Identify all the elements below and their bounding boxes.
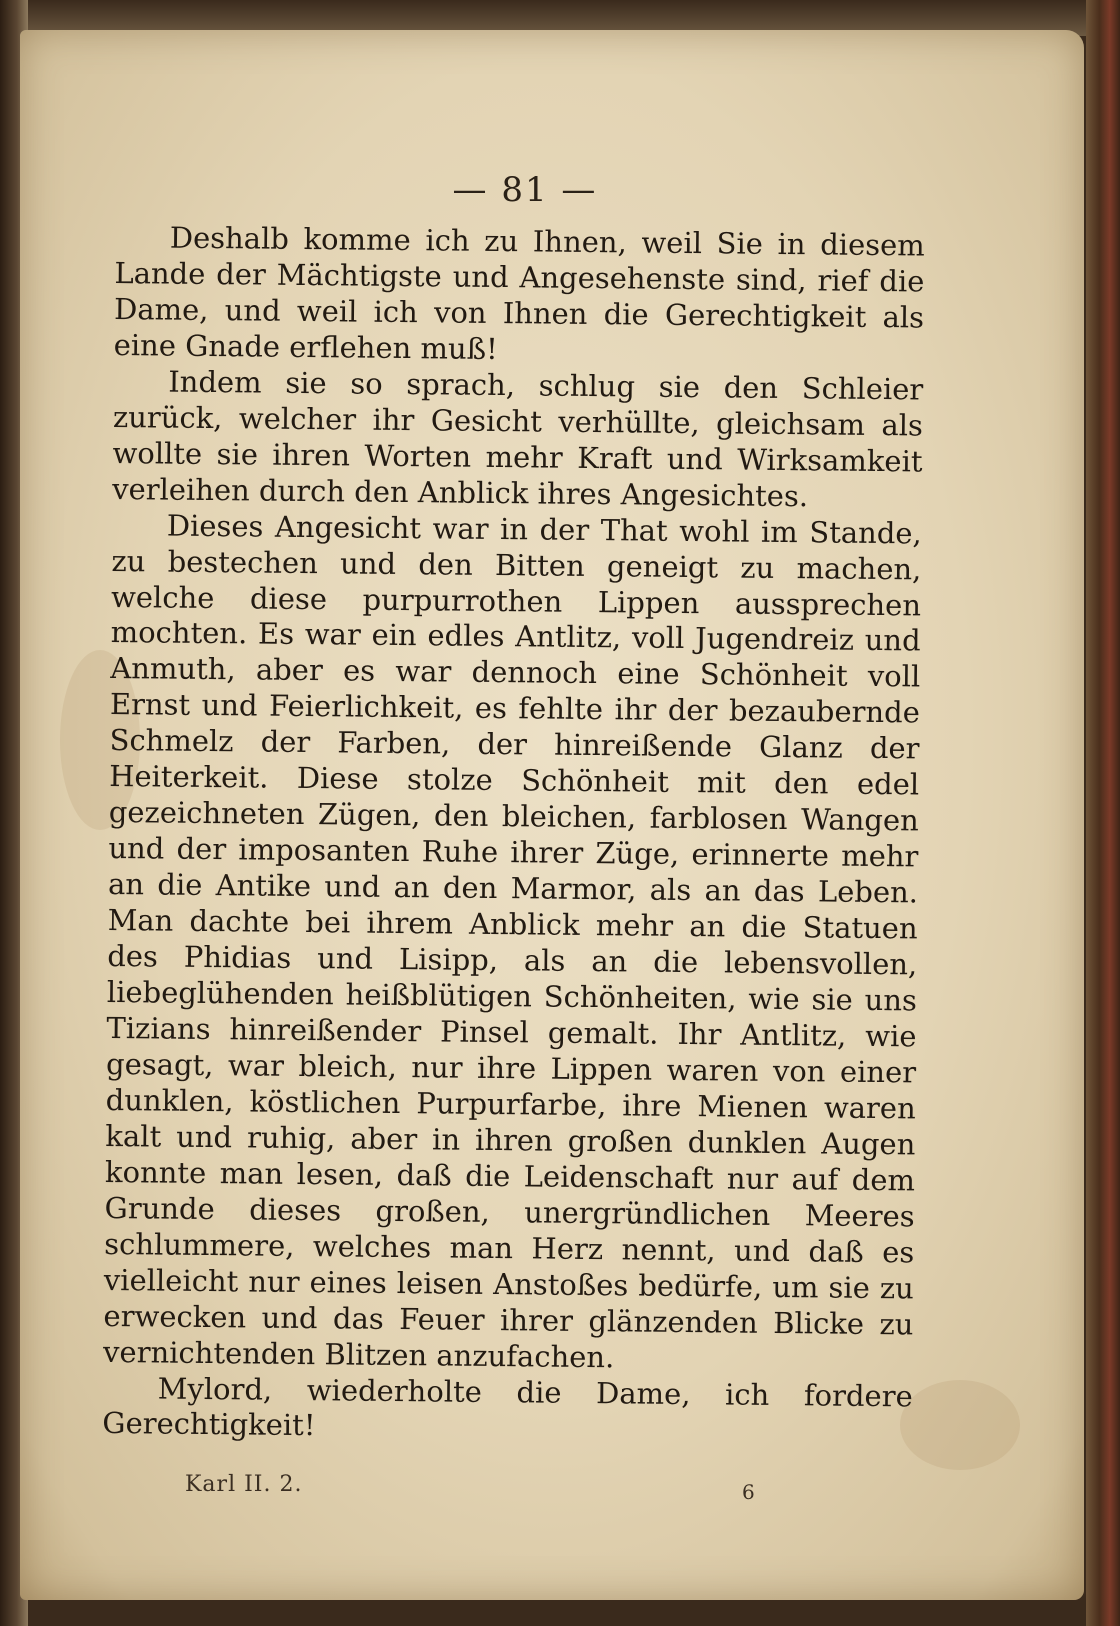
paragraph: Indem sie so sprach, schlug sie den Schleier zurück, welcher ihr Gesicht verhüllte, gleichsam als wollte sie ihren Worten mehr Kraft und Wirksamkeit verleihen durch den Anblick ihres Angesichtes. <box>112 364 924 513</box>
paper-stain <box>900 1380 1020 1470</box>
book-binding-right <box>1086 0 1120 1626</box>
sheet-number: 6 <box>742 1480 755 1504</box>
paragraph: Mylord, wiederholte die Dame, ich fordere Gerechtigkeit! <box>102 1371 913 1443</box>
page-number: — 81 — <box>452 170 598 210</box>
paragraph: Deshalb komme ich zu Ihnen, weil Sie in diesem Lande der Mächtigste und Angesehenste sind, rief die Dame, und weil ich von Ihnen die Gerechtigkeit als eine Gnade erflehen muß! <box>113 220 925 366</box>
paragraph: Dieses Angesicht war in der That wohl im Stande, zu bestechen und den Bitten geneigt zu machen, welche diese purpurrothen Lippen aussprechen mochten. Es war ein edles Antlitz, voll Jugendreiz und Anmuth, aber es war dennoch eine Schönheit voll Ernst und Feierlichkeit, es fehlte ihr der bezaubernde Schmelz der Farben, der hinreißende Glanz der Heiterkeit. Diese stolze Schönheit mit den edel gezeichneten Zügen, den bleichen, farblosen Wangen und der imposanten Ruhe ihrer Züge, erinnerte mehr an die Antike und an den Marmor, als an das Leben. Man dachte bei ihrem Anblick mehr an die Statuen des Phidias und Lisipp, als an die lebensvollen, liebeglühenden heißblütigen Schönheiten, wie sie uns Tizians hinreißender Pinsel gemalt. Ihr Antlitz, wie gesagt, war bleich, nur ihre Lippen waren von einer dunklen, köstlichen Purpurfarbe, ihre Mienen waren kalt und ruhig, aber in ihren großen dunklen Augen konnte man lesen, daß die Leidenschaft nur auf dem Grunde dieses großen, unergründlichen Meeres schlummere, welches man Herz nennt, und daß es vielleicht nur eines leisen Anstoßes bedürfe, um sie zu erwecken und das Feuer ihrer glänzenden Blicke zu vernichtenden Blitzen anzufachen. <box>102 508 922 1374</box>
body-text <box>102 220 925 1451</box>
signature-mark: Karl II. 2. <box>185 1472 303 1497</box>
book-page <box>20 30 1084 1600</box>
